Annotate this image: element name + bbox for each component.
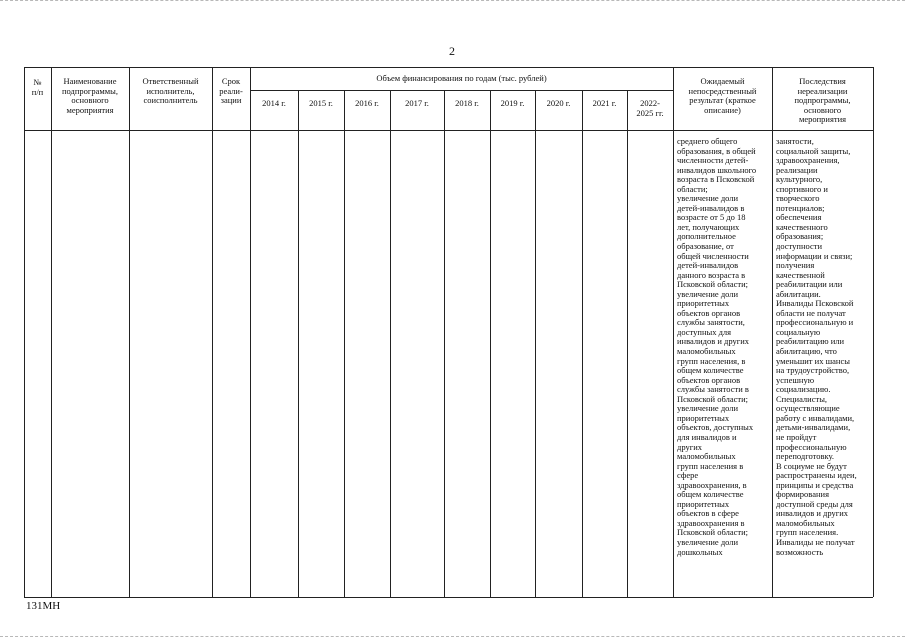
column-line <box>535 90 536 597</box>
text-line: других <box>677 441 702 452</box>
text-line: объектов, доступных <box>677 422 754 433</box>
text-line: маломобильных <box>677 451 736 462</box>
text-line: работу с инвалидами, <box>776 412 855 423</box>
text-line: приоритетных <box>677 498 730 509</box>
text-line: инвалидов и других <box>776 508 849 519</box>
text-line: качественной <box>776 269 825 280</box>
text-line: здравоохранения в <box>677 517 745 528</box>
text-line: Инвалиды не получат <box>776 536 855 547</box>
text-line: среднего общего <box>677 136 738 146</box>
year-2018: 2018 г. <box>455 98 479 108</box>
table-border-left <box>24 67 25 597</box>
text-line: приоритетных <box>677 412 730 423</box>
text-line: объектов в сфере <box>677 508 739 519</box>
text-line: профессиональную и <box>776 317 854 328</box>
text-line: групп населения в <box>677 460 744 471</box>
text-line: распространены идеи, <box>776 470 857 481</box>
column-line <box>490 90 491 597</box>
text-line: социальной защиты, <box>776 145 851 156</box>
text-line: принципы и средства <box>776 479 854 490</box>
text-line: творческого <box>776 193 820 204</box>
text-line: доступности <box>776 241 823 252</box>
text-line: доступной среды для <box>776 498 853 509</box>
header-term: Срок реали- зации <box>219 76 243 106</box>
text-line: общем количестве <box>677 365 744 376</box>
text-line: маломобильных <box>776 517 835 528</box>
text-line: увеличение доли <box>677 403 739 414</box>
text-line: качественного <box>776 221 828 232</box>
text-line: увеличение доли <box>677 193 739 204</box>
year-2015: 2015 г. <box>309 98 333 108</box>
year-2019: 2019 г. <box>500 98 525 108</box>
text-line: на трудоустройство, <box>776 365 850 376</box>
text-line: возможность <box>776 546 824 557</box>
text-line: службы занятости в <box>677 384 749 395</box>
text-line: инвалидов и других <box>677 336 750 347</box>
footer-code: 131МН <box>26 600 61 612</box>
text-line: здравоохранения, в <box>677 479 747 490</box>
text-line: образования, в общей <box>677 145 756 156</box>
text-line: области не получат <box>776 307 846 318</box>
text-line: увеличение доли <box>677 536 739 547</box>
text-line: здравоохранения, <box>776 155 840 166</box>
table-border-right <box>873 67 874 597</box>
result-description <box>677 137 756 557</box>
text-line: групп населения, в <box>677 355 746 366</box>
column-line <box>51 67 52 597</box>
header-num: № п/п <box>31 77 44 97</box>
text-line: для инвалидов и <box>677 431 737 442</box>
text-line: реабилитацию или <box>776 336 845 347</box>
header-result: Ожидаемый непосредственный результат (краткое описание) <box>688 76 757 115</box>
text-line: объектов органов <box>677 374 741 385</box>
text-line: осуществляющие <box>776 403 840 414</box>
text-line: реабилитации или <box>776 279 843 290</box>
text-line: абилитацию, что <box>776 346 837 357</box>
text-line: дошкольных <box>677 546 723 557</box>
text-line: Псковской области; <box>677 279 748 290</box>
text-line: успешную <box>776 374 815 385</box>
text-line: социальную <box>776 326 821 337</box>
column-line <box>250 67 251 597</box>
text-line: доступных для <box>677 326 732 337</box>
text-line: детей-инвалидов в <box>677 202 745 213</box>
text-line: маломобильных <box>677 346 736 357</box>
text-line: объектов органов <box>677 307 741 318</box>
text-line: уменьшит их шансы <box>776 355 850 366</box>
consequences-description <box>776 137 857 557</box>
year-2020: 2020 г. <box>546 98 571 108</box>
text-line: области; <box>677 183 708 194</box>
header-consequences: Последствия нереализации подпрограммы, основного мероприятия <box>794 76 851 125</box>
text-line: реализации <box>776 164 818 175</box>
table-border-bottom <box>24 597 873 598</box>
text-line: возраста в Псковской <box>677 174 755 185</box>
header-responsible: Ответственный исполнитель, соисполнитель <box>142 76 199 106</box>
text-line: увеличение доли <box>677 288 739 299</box>
table-border-top <box>24 67 873 68</box>
year-2016: 2016 г. <box>355 98 379 108</box>
text-line: сфере <box>677 470 699 481</box>
year-2017: 2017 г. <box>405 98 429 108</box>
page-number: 2 <box>449 44 455 58</box>
funding-subheader-line <box>250 90 673 91</box>
year-2014: 2014 г. <box>262 98 286 108</box>
text-line: формирования <box>776 489 829 500</box>
text-line: не пройдут <box>776 431 817 442</box>
header-name: Наименование подпрограммы, основного мероприятия <box>61 76 119 115</box>
text-line: данного возраста в <box>677 269 746 280</box>
text-line: Псковской области; <box>677 393 748 404</box>
text-line: детьми-инвалидами, <box>776 422 851 433</box>
text-line: В социуме не будут <box>776 460 847 471</box>
text-line: лет, получающих <box>677 221 740 232</box>
text-line: Инвалиды Псковской <box>776 298 854 309</box>
text-line: культурного, <box>776 174 823 185</box>
text-line: дополнительное <box>677 231 736 242</box>
text-line: занятости, <box>776 136 814 146</box>
text-line: численности детей- <box>677 155 749 166</box>
text-line: обеспечения <box>776 212 822 223</box>
column-line <box>344 90 345 597</box>
column-line <box>673 67 674 597</box>
text-line: образование, от <box>677 241 734 252</box>
text-line: социализацию. <box>776 384 831 395</box>
column-line <box>582 90 583 597</box>
text-line: Псковской области; <box>677 527 748 538</box>
text-line: абилитации. <box>776 288 821 299</box>
column-line <box>772 67 773 597</box>
text-line: образования; <box>776 231 824 242</box>
text-line: приоритетных <box>677 298 730 309</box>
column-line <box>129 67 130 597</box>
text-line: информации и связи; <box>776 250 853 261</box>
header-bottom-line <box>24 130 873 131</box>
text-line: профессиональную <box>776 441 847 452</box>
column-line <box>212 67 213 597</box>
text-line: общей численности <box>677 250 749 261</box>
year-2021: 2021 г. <box>592 98 617 108</box>
header-funding-title: Объем финансирования по годам (тыс. рублей) <box>376 73 547 83</box>
text-line: возрасте от 5 до 18 <box>677 212 746 223</box>
text-line: службы занятости, <box>677 317 745 328</box>
text-line: Специалисты, <box>776 393 828 404</box>
text-line: инвалидов школьного <box>677 164 757 175</box>
column-line <box>627 90 628 597</box>
column-line <box>390 90 391 597</box>
year-2022-2025: 2022- 2025 гг. <box>636 98 664 118</box>
text-line: общем количестве <box>677 489 744 500</box>
text-line: получения <box>776 260 815 271</box>
text-line: спортивного и <box>776 183 828 194</box>
text-line: потенциалов; <box>776 202 825 213</box>
text-line: переподготовку. <box>776 451 835 462</box>
column-line <box>444 90 445 597</box>
text-line: групп населения. <box>776 527 839 538</box>
text-line: детей-инвалидов <box>677 260 739 271</box>
column-line <box>298 90 299 597</box>
